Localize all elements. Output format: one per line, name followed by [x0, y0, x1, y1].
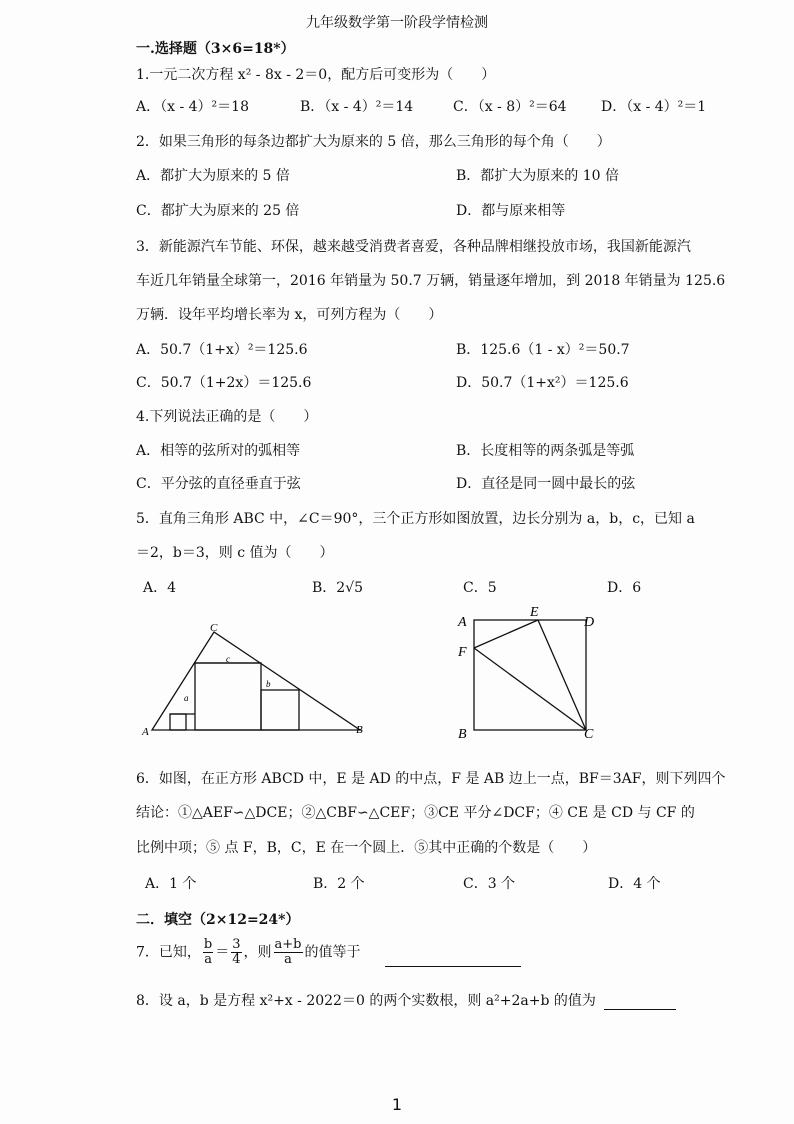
- fig2-label-c: C: [584, 727, 594, 742]
- question-5-line-1: 5．直角三角形 ABC 中，∠C＝90°，三个正方形如图放置，边长分别为 a，b，c，已知 a: [136, 511, 695, 527]
- question-3-line-3: 万辆．设年平均增长率为 x，可列方程为（ ）: [136, 307, 443, 323]
- q1-option-d: D．（x - 4）²＝1: [601, 99, 707, 115]
- q6-option-c: C．3 个: [463, 876, 516, 892]
- question-8: [136, 990, 676, 1010]
- question-2-stem: 2．如果三角形的每条边都扩大为原来的 5 倍，那么三角形的每个角（ ）: [136, 134, 611, 150]
- q2-option-d: D．都与原来相等: [456, 203, 566, 219]
- q4-option-c: C．平分弦的直径垂直于弦: [136, 476, 301, 492]
- q7-fraction-apb-over-a: $\frac{a+b}{a}$: [274, 937, 302, 967]
- square-abcd-figure: [450, 600, 610, 745]
- question-7: [136, 938, 521, 967]
- fig1-label-c-vertex: C: [210, 622, 218, 634]
- q6-option-a: A．1 个: [145, 876, 197, 892]
- section-1-heading: 一.选择题（3×6=18*）: [136, 41, 295, 57]
- fig2-label-a: A: [458, 615, 467, 630]
- triangle-squares-figure: [130, 615, 380, 745]
- q7-fraction-3-over-4: $\frac{3}{4}$: [232, 937, 241, 967]
- question-4-stem: 4.下列说法正确的是（ ）: [136, 409, 318, 425]
- q2-option-c: C．都扩大为原来的 25 倍: [136, 203, 300, 219]
- fig2-label-b: B: [458, 727, 467, 742]
- q4-option-a: A．相等的弦所对的弧相等: [136, 443, 301, 459]
- fig2-label-e: E: [530, 605, 539, 620]
- q7-answer-blank[interactable]: [385, 966, 521, 967]
- q3-option-b: B．125.6（1 - x）²＝50.7: [456, 342, 630, 358]
- question-6-line-1: 6．如图，在正方形 ABCD 中，E 是 AD 的中点，F 是 AB 边上一点，BF＝3AF，则下列四个: [136, 771, 726, 787]
- q2-option-a: A．都扩大为原来的 5 倍: [136, 168, 290, 184]
- page-title: 九年级数学第一阶段学情检测: [306, 15, 488, 31]
- question-5-line-2: ＝2，b＝3，则 c 值为（ ）: [136, 545, 334, 561]
- fig1-label-b-side: b: [266, 679, 271, 689]
- fig1-label-c-side: c: [226, 654, 230, 664]
- q7-equals: ＝: [215, 944, 230, 961]
- q3-option-a: A．50.7（1+x）²＝125.6: [136, 342, 308, 358]
- q2-option-b: B．都扩大为原来的 10 倍: [456, 168, 620, 184]
- fig2-label-d: D: [584, 615, 595, 630]
- q8-stem: 8．设 a，b 是方程 x²+x - 2022＝0 的两个实数根，则 a²+2a+b 的值为: [136, 993, 596, 1009]
- q8-answer-blank[interactable]: [604, 1009, 676, 1010]
- fig1-label-a-side: a: [184, 693, 189, 703]
- question-3-line-1: 3．新能源汽车节能、环保，越来越受消费者喜爱，各种品牌相继投放市场，我国新能源汽: [136, 239, 691, 255]
- question-1-stem: 1.一元二次方程 x² - 8x - 2＝0，配方后可变形为（ ）: [136, 67, 496, 83]
- q4-option-d: D．直径是同一圆中最长的弦: [456, 476, 636, 492]
- q7-suffix: 的值等于: [304, 944, 361, 961]
- question-6-line-2: 结论：①△AEF∽△DCE；②△CBF∽△CEF；③CE 平分∠DCF；④ CE 是 CD 与 CF 的: [136, 805, 695, 821]
- q7-fraction-b-over-a: $\frac{b}{a}$: [203, 937, 213, 967]
- question-6-line-3: 比例中项；⑤ 点 F，B，C，E 在一个圆上．⑤其中正确的个数是（ ）: [136, 840, 597, 856]
- q3-option-d: D．50.7（1+x²）＝125.6: [456, 375, 629, 391]
- fig1-label-a-vertex: A: [142, 726, 149, 738]
- q1-option-a: A．（x - 4）²＝18: [136, 99, 249, 115]
- q6-option-b: B．2 个: [313, 876, 365, 892]
- page-number: 1: [391, 1095, 403, 1114]
- q5-option-d: D．6: [607, 580, 642, 596]
- q5-option-c: C．5: [463, 580, 497, 596]
- q6-option-d: D．4 个: [608, 876, 661, 892]
- q7-then: ，则: [243, 944, 272, 961]
- q3-option-c: C．50.7（1+2x）＝125.6: [136, 375, 312, 391]
- question-3-line-2: 车近几年销量全球第一，2016 年销量为 50.7 万辆，销量逐年增加，到 2018 年销量为 125.6: [136, 273, 726, 289]
- fig2-label-f: F: [458, 645, 467, 660]
- q5-option-b: B．2√5: [312, 580, 364, 596]
- fig1-label-b-vertex: B: [356, 724, 363, 736]
- q1-option-c: C．（x - 8）²＝64: [453, 99, 567, 115]
- q5-option-a: A．4: [143, 580, 177, 596]
- q7-prefix: 7．已知，: [136, 944, 201, 961]
- q1-option-b: B．（x - 4）²＝14: [300, 99, 414, 115]
- q4-option-b: B．长度相等的两条弧是等弧: [456, 443, 635, 459]
- section-2-heading: 二．填空（2×12=24*）: [136, 912, 300, 928]
